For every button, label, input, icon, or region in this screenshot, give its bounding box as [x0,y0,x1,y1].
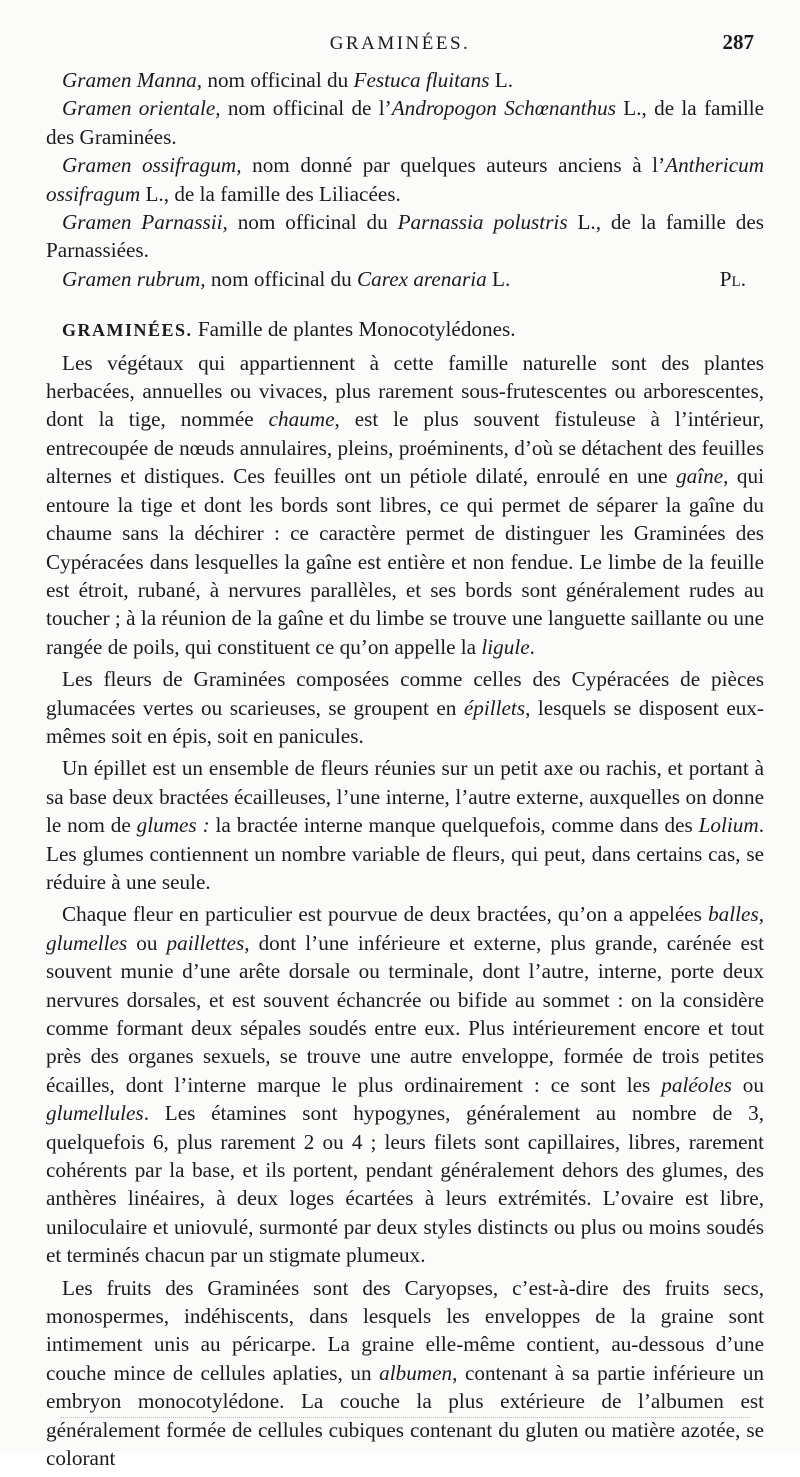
paragraph: Chaque fleur en particulier est pourvue de deux bractées, qu’on a appelées balles, glumelles ou paillettes, dont l’une inférieure et externe, plus grande, carénée est souvent munie d’une arête dorsale ou terminale, dont l’autre, interne, porte deux nervures dorsales, et est souvent échancrée ou bifide au sommet : on la considère comme formant deux sépales soudés entre eux. Plus intérieurement encore et tout près des organes sexuels, se trouve une autre enveloppe, formée de trois petites écailles, dont l’interne marque le plus ordinairement : ce sont les paléoles ou glumellules. Les étamines sont hypogynes, généralement au nombre de 3, quelquefois 6, plus rarement 2 ou 4 ; leurs filets sont capillaires, libres, rarement cohérents par la base, et ils portent, pendant généralement dehors des glumes, des anthères linéaires, à deux loges écartées à leurs extrémités. L’ovaire est libre, uniloculaire et uniovulé, surmonté par deux styles distincts ou plus ou moins soudés et terminés chacun par un stigmate plumeux. [46,902,764,1268]
article-headword: GRAMINÉES. [62,320,193,341]
entry-term: Gramen orientale, [62,96,221,121]
paragraph: Les fruits des Graminées sont des Caryopses, c’est-à-dire des fruits secs, monospermes, indéhiscents, dans lesquels les enveloppes de la graine sont intimement unis au péricarpe. La graine elle-même contient, au-dessous d’une couche mince de cellules aplaties, un albumen, contenant à sa partie inférieure un embryon monocotylédone. La couche la plus extérieure de l’albumen est généralement formée de cellules cubiques contenant du gluten ou matière azotée, se colorant [46,1275,765,1471]
article-intro: GRAMINÉES. Famille de plantes Monocotylédones. [62,317,516,342]
entry-gramen-ossifragum: Gramen ossifragum, nom donné par quelques auteurs anciens à l’Anthericum ossifragum L., de la famille des Liliacées. [46,153,764,206]
paragraph: Un épillet est un ensemble de fleurs réunies sur un petit axe ou rachis, et portant à sa base deux bractées écailleuses, l’une interne, l’autre externe, auxquelles on donne le nom de glumes : la bractée interne manque quelquefois, comme dans des Lolium. Les glumes contiennent un nombre variable de fleurs, qui peut, dans certains cas, se réduire à une seule. [46,756,764,894]
entry-term: Gramen Parnassii, [62,210,228,235]
running-head: GRAMINÉES. [329,33,471,54]
entry-term: Gramen rubrum, [62,266,206,291]
article-graminees [46,315,764,1472]
entry-gramen-rubrum: Gramen rubrum, nom officinal du Carex arenaria L. Pl. [46,265,764,293]
entry-term: Gramen Manna, [62,68,203,92]
page-body [46,66,764,1477]
entry-gramen-manna: Gramen Manna, nom officinal du Festuca fluitans L. [62,68,513,92]
entry-term: Gramen ossifragum, [62,153,242,178]
author-signature: Pl. [719,266,746,291]
page-number: 287 [722,30,754,54]
entry-gramen-parnassii: Gramen Parnassii, nom officinal du Parnassia polustris L., de la famille des Parnassiées. [46,210,765,263]
paragraph: Les végétaux qui appartiennent à cette famille naturelle sont des plantes herbacées, annuelles ou vivaces, plus rarement sous-frutescentes ou arborescentes, dont la tige, nommée chaume, est le plus souvent fistuleuse à l’intérieur, entrecoupée de nœuds annulaires, pleins, proéminents, d’où se détachent des feuilles alternes et distiques. Ces feuilles ont un pétiole dilaté, enroulé en une gaîne, qui entoure la tige et dont les bords sont libres, ce qui permet de séparer la gaîne du chaume sans la déchirer : ce caractère permet de distinguer les Graminées des Cypéracées dans lesquelles la gaîne est entière et non fendue. Le limbe de la feuille est étroit, rubané, à nervures parallèles, et ses bords sont généralement rudes au toucher ; à la réunion de la gaîne et du limbe se trouve une languette saillante ou une rangée de poils, qui constituent ce qu’on appelle la ligule. [46,350,765,659]
bottom-rule [60,1417,750,1419]
entry-gramen-orientale: Gramen orientale, nom officinal de l’Andropogon Schœnanthus L., de la famille des Graminées. [46,96,765,149]
paragraph: Les fleurs de Graminées composées comme celles des Cypéracées de pièces glumacées vertes ou scarieuses, se groupent en épillets, lesquels se disposent eux-mêmes soit en épis, soit en panicules. [46,667,764,748]
